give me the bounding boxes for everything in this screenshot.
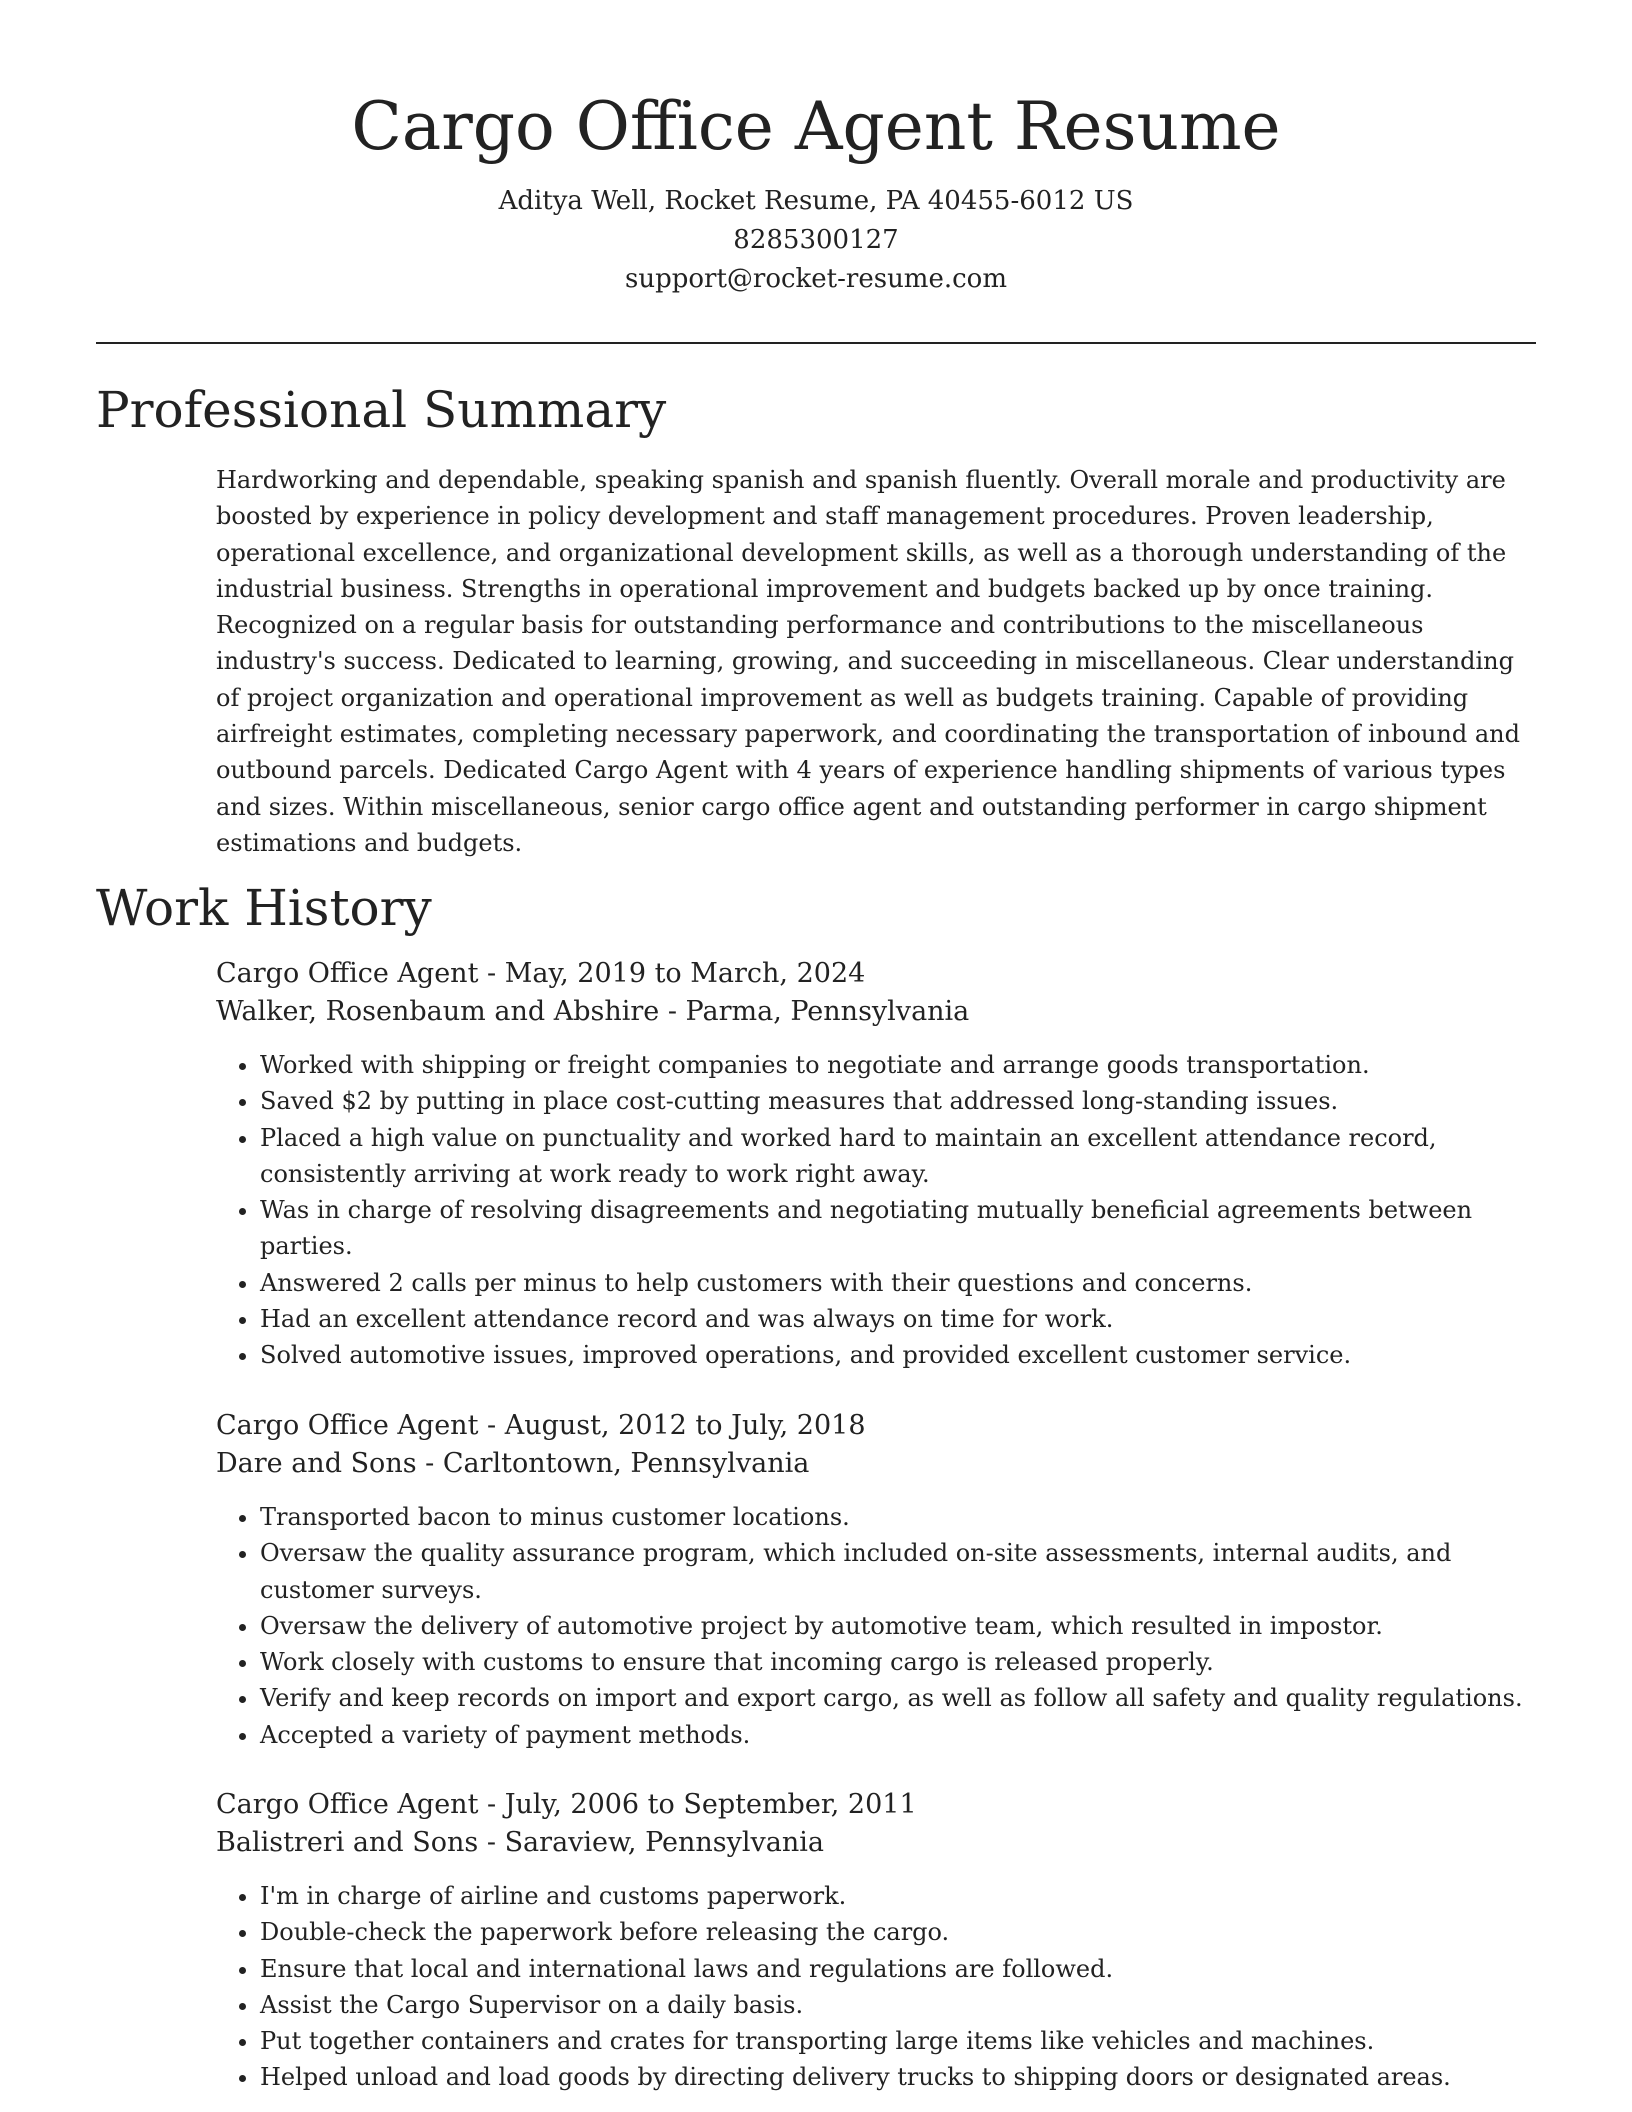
job-bullets <box>216 1499 1536 1753</box>
job-bullet: • Accepted a variety of payment methods. <box>260 1717 1536 1753</box>
job-bullet: • Answered 2 calls per minus to help customers with their questions and concerns. <box>260 1265 1536 1301</box>
work-history-heading: Work History <box>96 879 432 937</box>
job-bullet: • Placed a high value on punctuality and worked hard to maintain an excellent attendance record, consistently arriving at work ready to work right away. <box>260 1120 1536 1193</box>
job-bullet: • I'm in charge of airline and customs paperwork. <box>260 1878 1536 1914</box>
resume-title: Cargo Office Agent Resume <box>351 88 1281 165</box>
job-bullet: • Assist the Cargo Supervisor on a daily basis. <box>260 1987 1536 2023</box>
job-company-line: Walker, Rosenbaum and Abshire - Parma, Pennsylvania <box>216 996 970 1027</box>
job-title-line: Cargo Office Agent - August, 2012 to July, 2018 <box>216 1410 866 1441</box>
job-bullet: • Ensure that local and international laws and regulations are followed. <box>260 1951 1536 1987</box>
job-bullet: • Double-check the paperwork before releasing the cargo. <box>260 1914 1536 1950</box>
job-bullet: • Helped unload and load goods by directing delivery trucks to shipping doors or designated areas. <box>260 2059 1536 2095</box>
job-bullet: • Had an excellent attendance record and was always on time for work. <box>260 1301 1536 1337</box>
resume-header <box>96 82 1536 299</box>
job-title-line: Cargo Office Agent - May, 2019 to March, 2024 <box>216 958 866 989</box>
contact-phone: 8285300127 <box>733 225 899 255</box>
summary-heading: Professional Summary <box>96 381 667 439</box>
job-bullets <box>216 1878 1536 2096</box>
job-entry-3 <box>216 1786 1536 2096</box>
job-bullet: • Transported bacon to minus customer locations. <box>260 1499 1536 1535</box>
job-bullet: • Oversaw the quality assurance program, which included on-site assessments, internal audits, and customer surveys. <box>260 1535 1536 1608</box>
contact-email: support@rocket-resume.com <box>624 264 1007 294</box>
job-company-line: Dare and Sons - Carltontown, Pennsylvania <box>216 1448 810 1479</box>
job-bullet: • Verify and keep records on import and export cargo, as well as follow all safety and quality regulations. <box>260 1680 1536 1716</box>
job-bullets <box>216 1047 1536 1374</box>
job-bullet: • Saved $2 by putting in place cost-cutting measures that addressed long-standing issues. <box>260 1083 1536 1119</box>
job-bullet: • Work closely with customs to ensure that incoming cargo is released properly. <box>260 1644 1536 1680</box>
job-title-line: Cargo Office Agent - July, 2006 to September, 2011 <box>216 1789 917 1820</box>
job-company-line: Balistreri and Sons - Saraview, Pennsylvania <box>216 1827 825 1858</box>
job-bullet: • Worked with shipping or freight companies to negotiate and arrange goods transportation. <box>260 1047 1536 1083</box>
job-entry-2 <box>216 1407 1536 1753</box>
header-divider <box>96 342 1536 344</box>
summary-text: Hardworking and dependable, speaking spanish and spanish fluently. Overall morale and productivity are boosted by experience in policy development and staff management procedures. Proven leadership, operational excellence, and organizational development skills, as well as a thorough understanding of the industrial business. Strengths in operational improvement and budgets backed up by once training. Recognized on a regular basis for outstanding performance and contributions to the miscellaneous industry's success. Dedicated to learning, growing, and succeeding in miscellaneous. Clear understanding of project organization and operational improvement as well as budgets training. Capable of providing airfreight estimates, completing necessary paperwork, and coordinating the transportation of inbound and outbound parcels. Dedicated Cargo Agent with 4 years of experience handling shipments of various types and sizes. Within miscellaneous, senior cargo office agent and outstanding performer in cargo shipment estimations and budgets. <box>216 466 1520 857</box>
job-bullet: • Oversaw the delivery of automotive project by automotive team, which resulted in impostor. <box>260 1608 1536 1644</box>
contact-block <box>96 182 1536 299</box>
job-bullet: • Solved automotive issues, improved operations, and provided excellent customer service. <box>260 1337 1536 1373</box>
job-bullet: • Was in charge of resolving disagreements and negotiating mutually beneficial agreements between parties. <box>260 1192 1536 1265</box>
job-bullet: • Put together containers and crates for transporting large items like vehicles and machines. <box>260 2023 1536 2059</box>
contact-address: Aditya Well, Rocket Resume, PA 40455-6012 US <box>498 186 1134 216</box>
job-entry-1 <box>216 955 1536 1374</box>
